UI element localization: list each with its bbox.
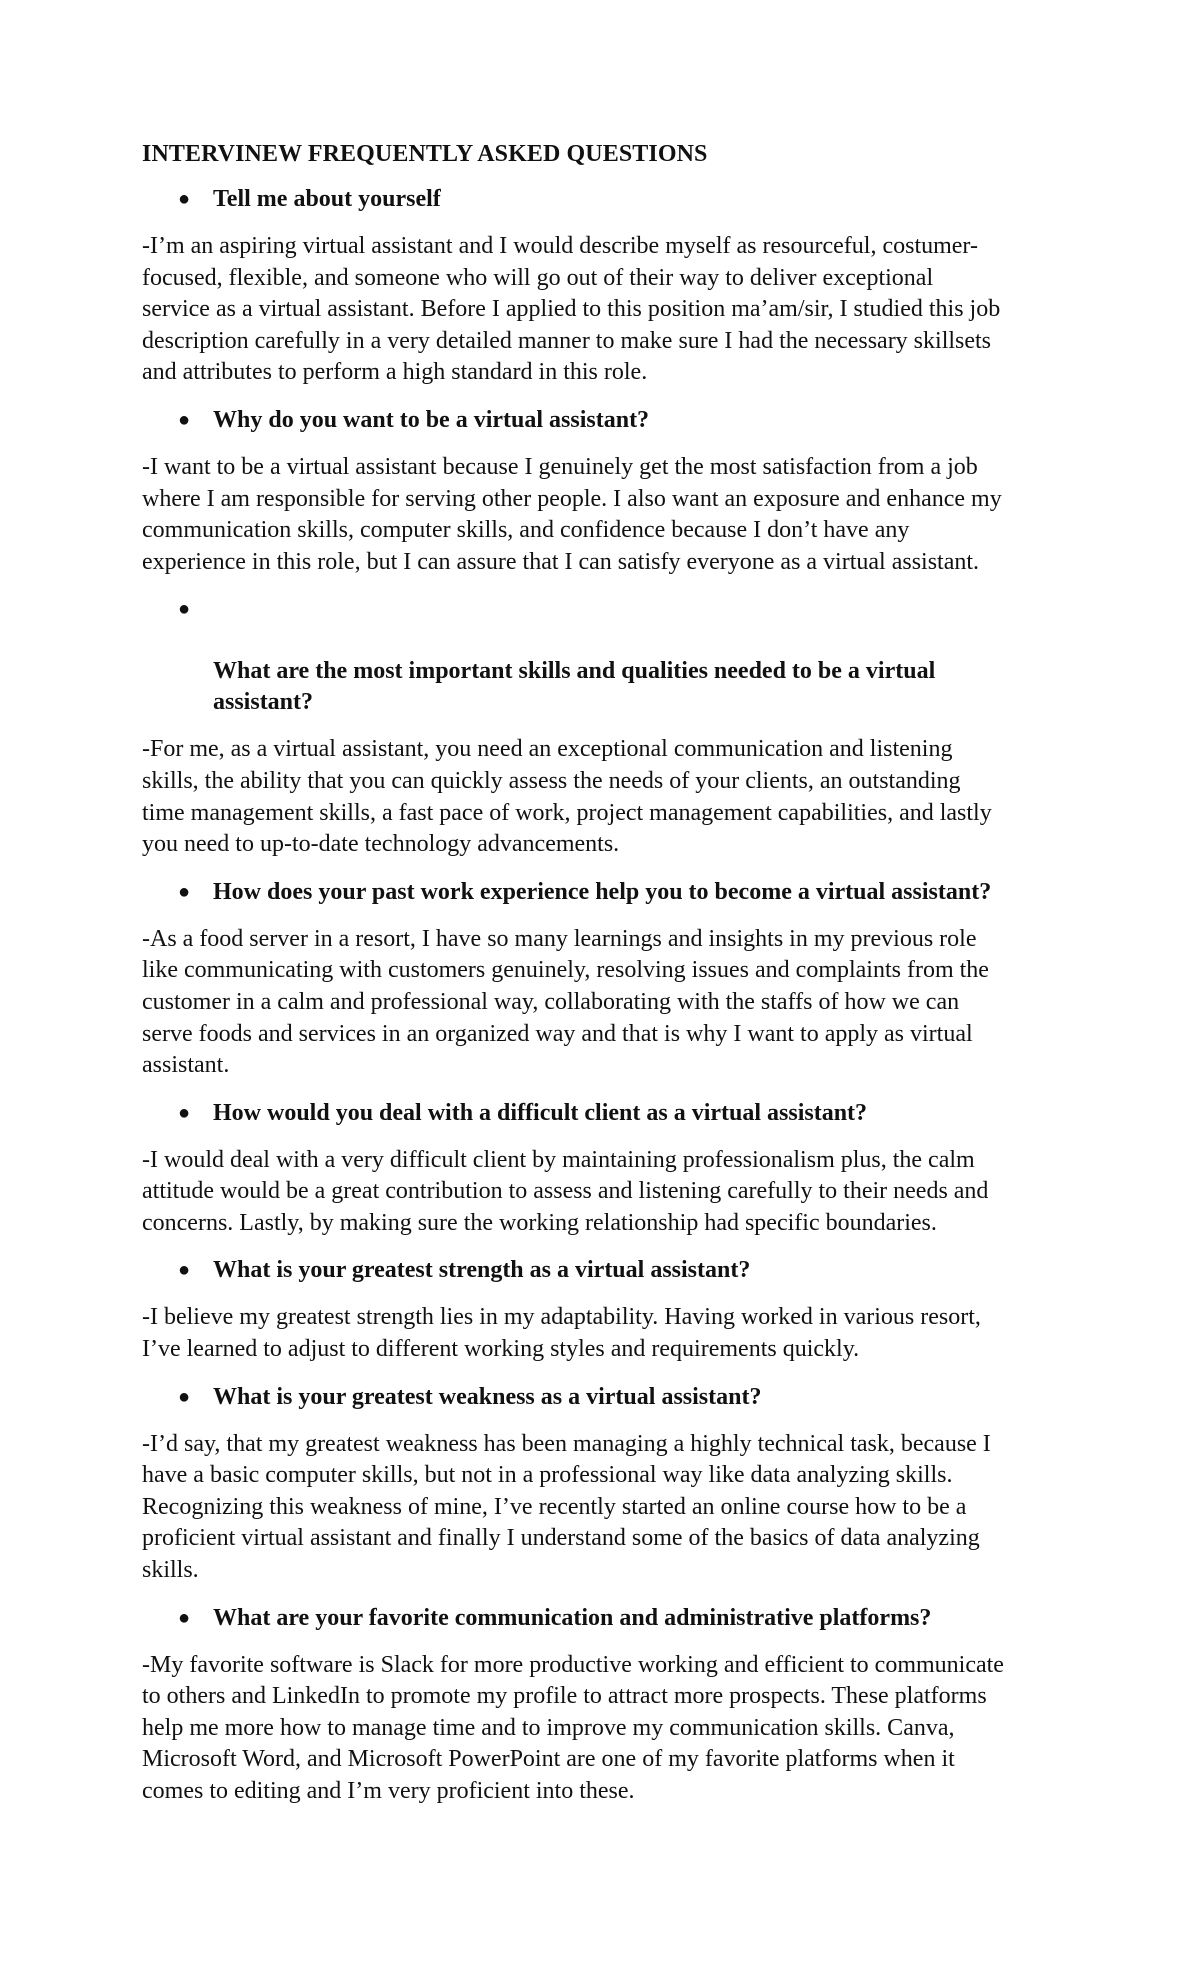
bullet-icon: ● <box>178 1101 191 1124</box>
question <box>142 877 1072 908</box>
document-title: INTERVINEW FREQUENTLY ASKED QUESTIONS <box>142 141 708 167</box>
bullet-icon: ● <box>178 598 191 621</box>
question-text: What are the most important skills and qualities needed to be a virtual assistant? <box>213 658 936 716</box>
qa-block-6 <box>142 1255 1072 1365</box>
question <box>142 1098 1072 1129</box>
question <box>142 1382 1072 1413</box>
qa-block-2 <box>142 405 1072 578</box>
answer-text: -I’d say, that my greatest weakness has been managing a highly technical task, because I have a basic computer skills, but not in a professional way like data analyzing skills. Recognizing this weakness of mine, I’ve recently started an online course how to be a proficient virtual assistant and finally I understand some of the basics of data analyzing skills. <box>142 1430 991 1584</box>
bullet-icon: ● <box>178 1259 191 1282</box>
answer-text: -My favorite software is Slack for more productive working and efficient to communicate to others and LinkedIn to promote my profile to attract more prospects. These platforms help me more how to manage time and to improve my communication skills. Canva, Microsoft Word, and Microsoft PowerPoint are one of my favorite platforms when it comes to editing and I’m very proficient into these. <box>142 1651 1004 1804</box>
bullet-icon: ● <box>178 1385 191 1408</box>
question-text: Tell me about yourself <box>213 186 441 212</box>
document-page <box>142 138 1072 1824</box>
answer-text: -For me, as a virtual assistant, you need an exceptional communication and listening skills, the ability that you can quickly assess the needs of your clients, an outstanding time management skills, a fast pace of work, project management capabilities, and lastly you need to up-to-date technology advancements. <box>142 736 992 858</box>
answer-text: -As a food server in a resort, I have so many learnings and insights in my previous role like communicating with customers genuinely, resolving issues and complaints from the customer in a calm and professional way, collaborating with the staffs of how we can serve foods and services in an organized way and that is why I want to apply as virtual assistant. <box>142 925 989 1079</box>
answer-text: -I would deal with a very difficult client by maintaining professionalism plus, the calm attitude would be a great contribution to assess and listening carefully to their needs and concerns. Lastly, by making sure the working relationship had specific boundaries. <box>142 1146 989 1236</box>
question-text: What are your favorite communication and administrative platforms? <box>213 1604 932 1631</box>
question-text: What is your greatest strength as a virtual assistant? <box>213 1257 751 1284</box>
question-text: Why do you want to be a virtual assistant? <box>213 406 650 433</box>
bullet-icon: ● <box>178 880 191 903</box>
question <box>142 594 1072 718</box>
question <box>142 1255 1072 1286</box>
question <box>142 1603 1072 1634</box>
qa-block-4 <box>142 877 1072 1082</box>
question <box>142 184 1072 215</box>
qa-block-7 <box>142 1382 1072 1587</box>
bullet-icon: ● <box>178 408 191 431</box>
bullet-icon: ● <box>178 1606 191 1629</box>
answer-text: -I’m an aspiring virtual assistant and I would describe myself as resourceful, costumer- focused, flexible, and someone who will go out of their way to deliver exceptional service as a virtual assistant. Before I applied to this position ma’am/sir, I studied this job description carefully in a very detailed manner to make sure I had the necessary skillsets and attributes to perform a high standard in this role. <box>142 233 1001 386</box>
qa-block-5 <box>142 1098 1072 1240</box>
answer-text: -I believe my greatest strength lies in my adaptability. Having worked in various resort, I’ve learned to adjust to different working styles and requirements quickly. <box>142 1304 981 1363</box>
question-text: How would you deal with a difficult client as a virtual assistant? <box>213 1099 868 1126</box>
qa-block-3 <box>142 594 1072 860</box>
qa-block-1 <box>142 184 1072 389</box>
bullet-icon: ● <box>178 188 191 210</box>
answer-text: -I want to be a virtual assistant because I genuinely get the most satisfaction from a job where I am responsible for serving other people. I also want an exposure and enhance my communication skills, computer skills, and confidence because I don’t have any experience in this role, but I can assure that I can satisfy everyone as a virtual assistant. <box>142 453 1002 575</box>
qa-block-8 <box>142 1603 1072 1808</box>
question-text: What is your greatest weakness as a virtual assistant? <box>213 1383 762 1410</box>
question <box>142 405 1072 436</box>
question-text: How does your past work experience help you to become a virtual assistant? <box>213 878 992 905</box>
